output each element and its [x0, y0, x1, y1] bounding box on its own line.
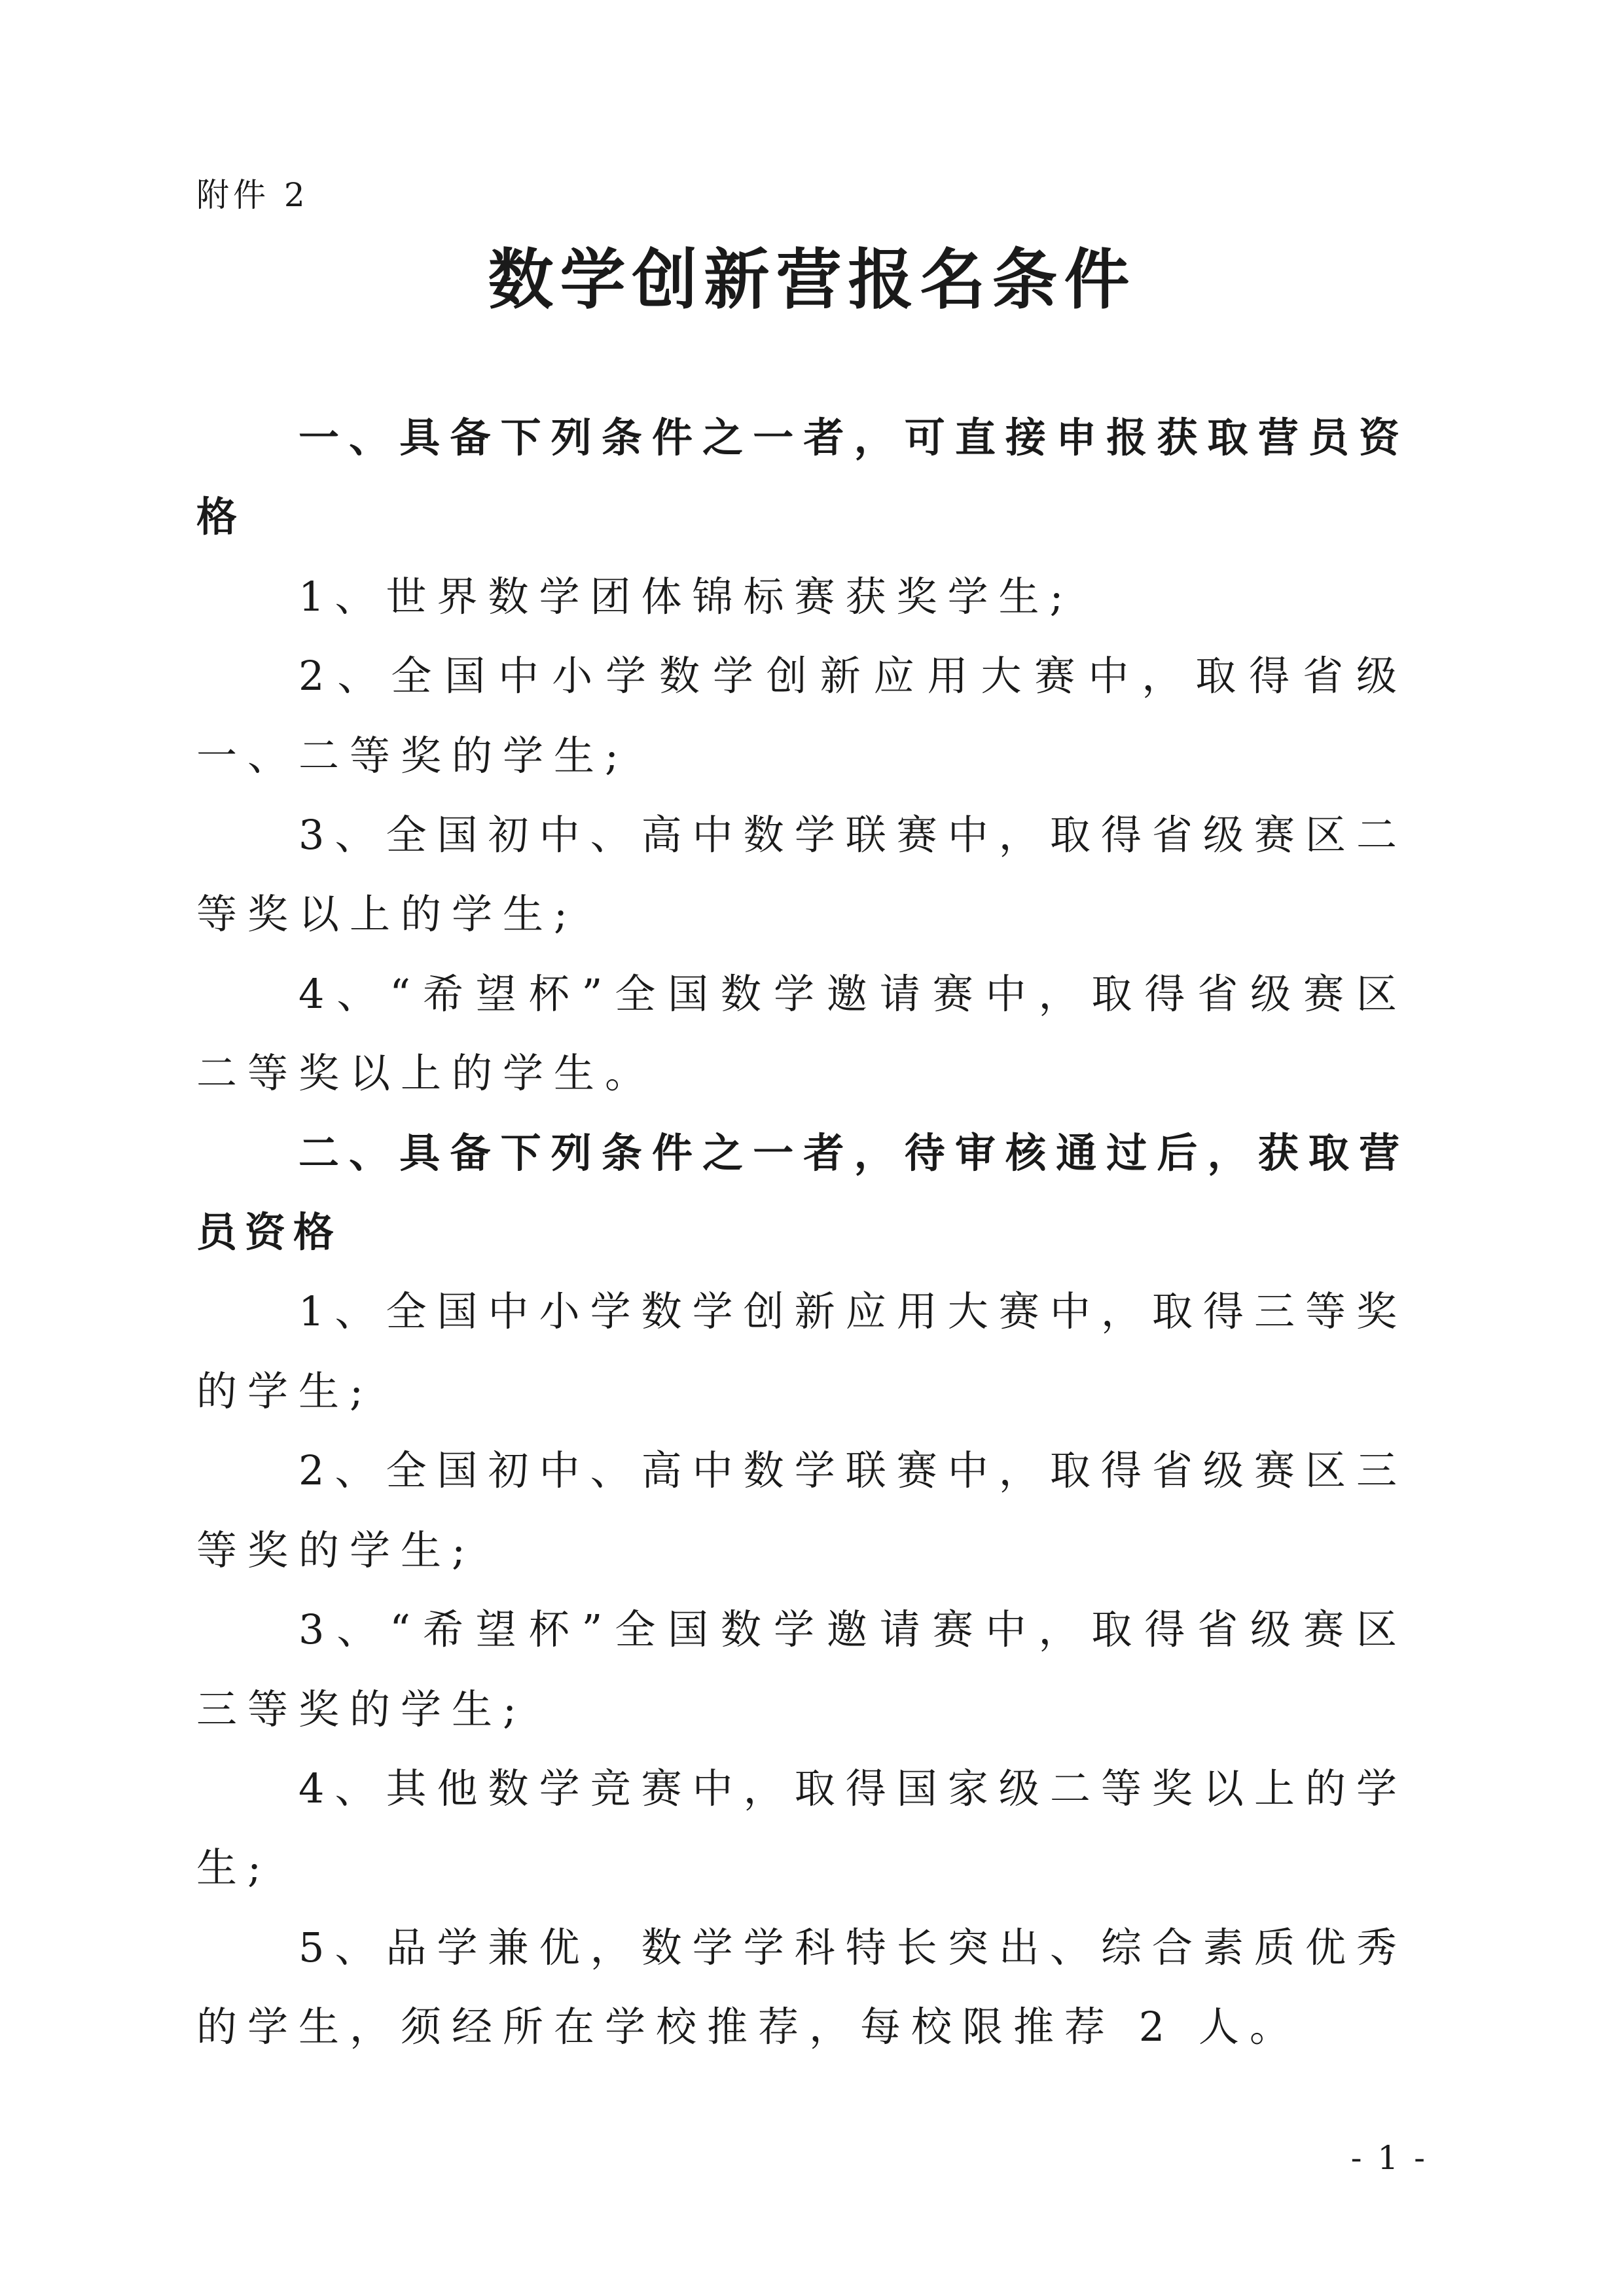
section-2-item-1: 1、全国中小学数学创新应用大赛中，取得三等奖的学生;: [196, 1287, 1407, 1415]
section-2-item-5: 5、品学兼优，数学学科特长突出、综合素质优秀的学生，须经所在学校推荐，每校限推荐 2 人。: [196, 1923, 1407, 2051]
section-1-item-1: 1、世界数学团体锦标赛获奖学生;: [298, 572, 1074, 620]
attachment-label: 附件 2: [196, 176, 309, 214]
section-2-heading: 二、具备下列条件之一者，待审核通过后，获取营员资格: [196, 1128, 1407, 1257]
section-1-heading: 一、具备下列条件之一者，可直接申报获取营员资格: [196, 414, 1407, 541]
section-1-item-4: 4、“希望杯”全国数学邀请赛中，取得省级赛区二等奖以上的学生。: [196, 969, 1407, 1098]
section-2-item-3: 3、“希望杯”全国数学邀请赛中，取得省级赛区三等奖的学生;: [196, 1605, 1407, 1733]
section-2-item-2: 2、全国初中、高中数学联赛中，取得省级赛区三等奖的学生;: [196, 1446, 1407, 1574]
section-1-item-2: 2、全国中小学数学创新应用大赛中，取得省级一、二等奖的学生;: [196, 652, 1407, 780]
document-body: [196, 398, 1407, 2067]
page-number: - 1 -: [1350, 2139, 1428, 2177]
section-2-item-4: 4、其他数学竞赛中，取得国家级二等奖以上的学生;: [196, 1764, 1407, 1892]
section-1-item-3: 3、全国初中、高中数学联赛中，取得省级赛区二等奖以上的学生;: [196, 811, 1407, 939]
document-title: 数学创新营报名条件: [488, 242, 1136, 318]
